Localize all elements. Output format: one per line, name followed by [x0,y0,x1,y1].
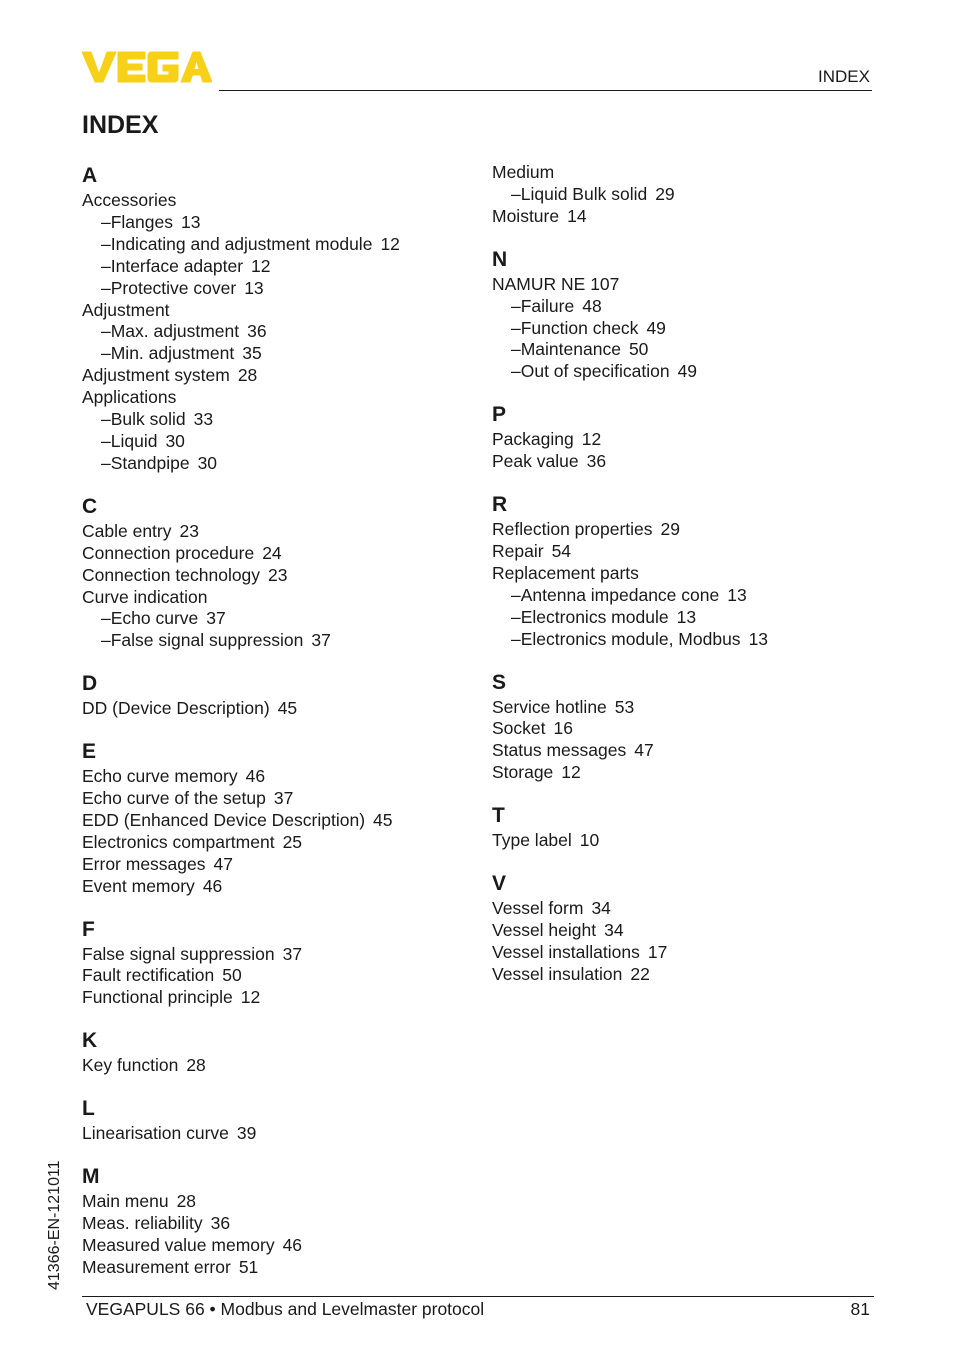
index-letter: R [492,493,508,517]
index-group [82,493,462,652]
index-entry [82,565,462,587]
entry-page-number: 23 [179,520,199,541]
index-subentry [82,409,462,431]
index-entry [82,810,462,832]
document-code: 41366-EN-121011 [46,1160,63,1290]
index-subentry [492,318,872,340]
entry-term: DD (Device Description) [82,698,270,719]
entry-term: Vessel installations [492,941,640,962]
entry-page-number: 37 [282,943,303,964]
entry-page-number: 12 [581,429,602,450]
index-group [492,669,872,785]
entry-page-number: 54 [551,540,572,561]
entry-page-number: 37 [206,608,226,629]
index-letter: L [82,1097,95,1121]
index-subentry [492,361,872,383]
entry-page-number: 29 [655,183,675,204]
index-entry [82,965,462,987]
entry-term: Measurement error [82,1256,231,1277]
entry-page-number: 30 [197,452,218,473]
entry-page-number: 12 [240,987,261,1008]
entry-term: Linearisation curve [82,1123,229,1144]
entry-page-number: 13 [727,584,747,605]
entry-page-number: 14 [567,205,587,226]
index-entry [492,429,872,451]
index-group [492,162,872,228]
entry-term: Repair [492,540,544,561]
entry-term: EDD (Enhanced Device Description) [82,809,366,830]
entry-term: Storage [492,762,554,783]
entry-page-number: 34 [604,919,624,940]
index-letter: S [492,670,507,694]
entry-page-number: 29 [660,519,680,540]
index-letter: M [82,1165,100,1189]
entry-term: Packaging [492,429,574,450]
entry-page-number: 30 [165,430,185,451]
index-entry [82,543,462,565]
entry-term: Vessel form [492,898,584,919]
entry-page-number: 36 [247,321,267,342]
index-group [492,401,872,473]
entry-page-number: 45 [277,698,298,719]
index-entry [82,387,462,409]
entry-term: False signal suppression [110,630,304,651]
index-subentry [82,278,462,300]
index-subentry [82,321,462,343]
index-letter: F [82,917,95,941]
index-entry [492,718,872,740]
entry-page-number: 39 [236,1123,257,1144]
index-group [492,491,872,650]
entry-term: Peak value [492,451,579,472]
index-entry [492,964,872,986]
index-letter: P [492,403,507,427]
index-subentry [492,184,872,206]
index-entry [492,920,872,942]
index-entry [82,854,462,876]
entry-term: Socket [492,718,546,739]
index-group [82,1027,462,1077]
entry-term: Flanges [110,211,173,232]
index-group [82,916,462,1010]
index-entry [82,788,462,810]
entry-term: Adjustment system [82,365,230,386]
entry-page-number: 47 [634,740,654,761]
vega-logo-icon [82,50,212,84]
entry-term: Echo curve of the setup [82,788,266,809]
entry-page-number: 47 [213,853,233,874]
index-group [82,1095,462,1145]
entry-term: Main menu [82,1191,169,1212]
index-letter: E [82,740,97,764]
index-subentry [82,212,462,234]
index-letter: A [82,164,98,187]
page-title: INDEX [82,111,159,139]
entry-term: Failure [520,295,575,316]
entry-page-number: 28 [176,1191,197,1212]
vega-logo [82,50,212,84]
entry-term: Electronics compartment [82,831,275,852]
entry-page-number: 49 [677,361,698,382]
index-entry [492,898,872,920]
index-subentry [82,453,462,475]
header-section-label: INDEX [818,67,870,86]
entry-term: Standpipe [110,452,190,473]
index-entry [82,521,462,543]
index-group [82,670,462,720]
entry-page-number: 49 [646,317,666,338]
entry-page-number: 13 [748,628,769,649]
index-group [82,738,462,897]
index-letter: T [492,804,505,828]
entry-term: Type label [492,830,572,851]
entry-page-number: 50 [222,965,242,986]
index-group [82,1163,462,1279]
entry-term: Functional principle [82,987,233,1008]
index-subentry [492,585,872,607]
index-entry [492,519,872,541]
entry-page-number: 12 [561,762,581,783]
entry-term: Connection procedure [82,542,255,563]
entry-term: NAMUR NE 107 [492,273,620,294]
index-group [492,246,872,384]
entry-page-number: 48 [582,295,602,316]
entry-page-number: 17 [647,941,668,962]
entry-term: Service hotline [492,696,607,717]
entry-term: Cable entry [82,520,172,541]
index-entry [82,190,462,212]
index-subentry [82,343,462,365]
entry-term: Moisture [492,205,560,226]
index-subentry [82,431,462,453]
entry-term: Fault rectification [82,965,215,986]
index-group [492,802,872,852]
entry-page-number: 16 [553,718,573,739]
entry-term: Liquid Bulk solid [520,183,648,204]
entry-term: Maintenance [520,339,621,360]
entry-term: Indicating and adjustment module [110,233,373,254]
entry-term: Accessories [82,190,177,210]
entry-page-number: 13 [244,277,264,298]
index-entry [492,162,872,184]
entry-term: Connection technology [82,564,261,585]
index-entry [82,365,462,387]
index-letter: V [492,872,507,896]
index-subentry [82,256,462,278]
entry-term: Curve indication [82,586,208,607]
entry-term: Reflection properties [492,519,653,540]
index-entry [492,762,872,784]
index-group [492,870,872,986]
index-entry [492,274,872,296]
index-subentry [82,608,462,630]
entry-term: Event memory [82,875,195,896]
index-entry [492,740,872,762]
entry-page-number: 51 [238,1256,259,1277]
entry-term: Electronics module [520,606,669,627]
index-subentry [492,607,872,629]
entry-term: Out of specification [520,361,670,382]
index-entry [492,830,872,852]
index-subentry [492,339,872,361]
index-entry [82,300,462,322]
index-letter: C [82,494,98,518]
entry-term: False signal suppression [82,943,275,964]
entry-term: Applications [82,387,177,408]
entry-term: Adjustment [82,299,170,320]
index-entry [82,1055,462,1077]
index-entry [82,987,462,1009]
footer-document-title: VEGAPULS 66 • Modbus and Levelmaster protocol [86,1299,485,1319]
entry-page-number: 10 [579,830,600,851]
entry-page-number: 36 [210,1213,231,1233]
entry-term: Replacement parts [492,562,639,583]
index-entry [492,451,872,473]
index-entry [82,1235,462,1257]
index-entry [82,1191,462,1213]
entry-term: Echo curve memory [82,766,238,787]
entry-page-number: 45 [373,809,393,830]
entry-page-number: 12 [251,255,271,276]
entry-page-number: 37 [311,630,331,651]
entry-page-number: 23 [268,564,288,585]
entry-term: Meas. reliability [82,1213,203,1233]
index-entry [82,698,462,720]
entry-term: Bulk solid [110,409,186,430]
entry-page-number: 33 [193,409,214,430]
index-column-left [82,162,462,1297]
index-entry [82,1257,462,1279]
index-entry [82,1123,462,1145]
entry-page-number: 50 [628,339,649,360]
index-entry [82,876,462,898]
index-entry [82,766,462,788]
entry-term: Antenna impedance cone [520,584,720,605]
index-group [82,162,462,475]
entry-term: Min. adjustment [110,343,235,364]
footer-page-number: 81 [850,1299,870,1319]
index-entry [82,587,462,609]
index-subentry [82,234,462,256]
entry-page-number: 25 [282,831,303,852]
entry-page-number: 22 [630,963,650,984]
index-entry [492,697,872,719]
entry-term: Measured value memory [82,1234,275,1255]
entry-term: Key function [82,1055,179,1076]
index-entry [492,563,872,585]
entry-page-number: 28 [186,1055,206,1076]
index-subentry [492,296,872,318]
footer-rule [82,1296,874,1297]
entry-page-number: 35 [242,343,262,364]
entry-term: Medium [492,162,555,182]
entry-page-number: 46 [245,766,266,787]
entry-term: Max. adjustment [110,321,240,342]
entry-term: Function check [520,317,639,338]
entry-page-number: 28 [237,365,258,386]
entry-term: Echo curve [110,608,199,629]
entry-term: Status messages [492,740,627,761]
index-letter: D [82,672,98,696]
entry-page-number: 13 [676,606,697,627]
entry-page-number: 12 [380,233,400,254]
index-entry [492,541,872,563]
index-entry [82,832,462,854]
index-subentry [82,630,462,652]
entry-page-number: 24 [262,542,282,563]
entry-term: Liquid [110,430,158,451]
entry-term: Interface adapter [110,255,244,276]
entry-page-number: 46 [202,875,223,896]
entry-term: Error messages [82,853,206,874]
entry-term: Protective cover [110,277,237,298]
entry-page-number: 34 [591,898,611,919]
index-entry [82,944,462,966]
entry-page-number: 46 [282,1234,303,1255]
entry-term: Electronics module, Modbus [520,628,741,649]
index-letter: K [82,1029,98,1053]
index-column-right [492,162,872,1004]
index-letter: N [492,247,508,271]
entry-page-number: 53 [614,696,635,717]
index-subentry [492,629,872,651]
entry-page-number: 13 [181,211,201,232]
index-entry [492,206,872,228]
entry-page-number: 36 [586,451,607,472]
header-rule [219,90,872,91]
index-entry [82,1213,462,1235]
entry-term: Vessel insulation [492,963,623,984]
entry-page-number: 37 [273,788,294,809]
entry-term: Vessel height [492,919,597,940]
index-entry [492,942,872,964]
